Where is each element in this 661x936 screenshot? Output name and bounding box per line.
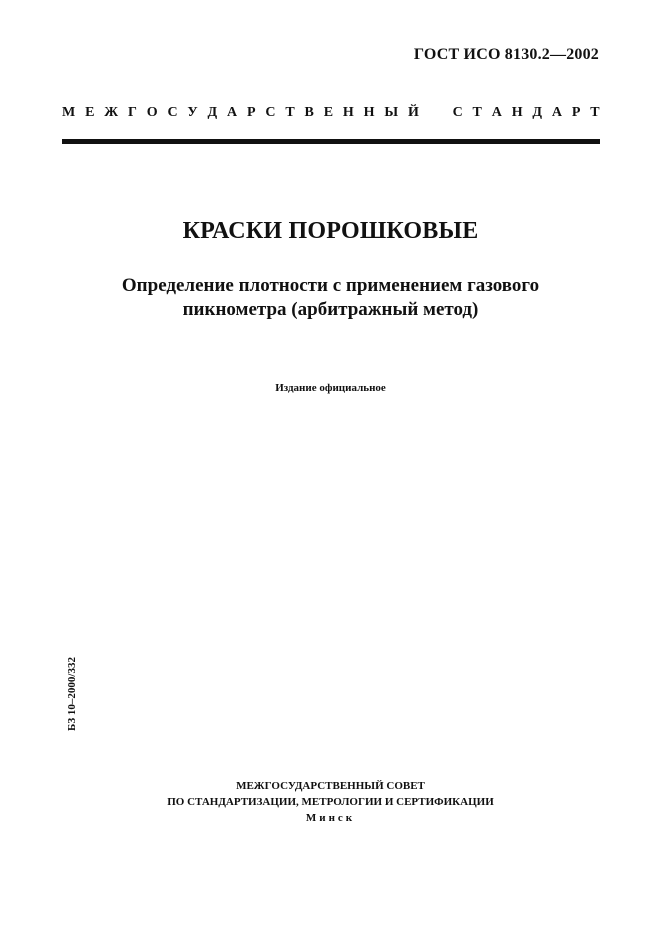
subtitle-line-2: пикнометра (арбитражный метод) (182, 299, 479, 320)
heading-letter: Н (342, 105, 354, 120)
standard-type-heading (62, 105, 600, 121)
standard-number: ГОСТ ИСО 8130.2—2002 (413, 46, 599, 63)
heading-letter: Е (323, 105, 334, 120)
heading-letter: С (452, 105, 463, 120)
heading-letter: Н (363, 105, 375, 120)
heading-letter: С (265, 105, 276, 120)
heading-letter: Д (532, 105, 543, 120)
heading-letter: М (62, 105, 76, 120)
heading-letter: Т (285, 105, 295, 120)
heading-letter: Й (407, 105, 419, 120)
heading-letter: С (167, 105, 178, 120)
heading-letter: Т (472, 105, 482, 120)
publisher-line-2: ПО СТАНДАРТИЗАЦИИ, МЕТРОЛОГИИ И СЕРТИФИКАЦИИ (167, 796, 494, 808)
publisher-city: Минск (305, 812, 356, 824)
heading-letter: Т (590, 105, 600, 120)
heading-letter: Е (85, 105, 95, 120)
heading-letter: Р (246, 105, 256, 120)
heading-letter: Г (127, 105, 137, 120)
heading-letter: О (146, 105, 158, 120)
heading-letter: Р (571, 105, 581, 120)
side-registration-code: БЗ 10–2000/332 (66, 657, 78, 731)
heading-letter: В (304, 105, 314, 120)
heading-letter: Ж (104, 105, 119, 120)
subtitle-line-1: Определение плотности с применением газового (121, 275, 540, 296)
heading-letter: А (491, 105, 502, 120)
heading-letter: Д (207, 105, 218, 120)
header-rule (62, 139, 600, 144)
publisher-line-1: МЕЖГОСУДАРСТВЕННЫЙ СОВЕТ (236, 780, 425, 792)
publisher-block (0, 778, 661, 826)
heading-letter: Н (511, 105, 523, 120)
document-title: КРАСКИ ПОРОШКОВЫЕ (182, 218, 479, 244)
document-subtitle (0, 274, 661, 322)
heading-letter: Ы (384, 105, 399, 120)
heading-letter: У (187, 105, 198, 120)
word-gap (429, 105, 443, 121)
edition-note: Издание официальное (275, 382, 386, 394)
heading-letter: А (227, 105, 238, 120)
heading-letter: А (551, 105, 563, 120)
